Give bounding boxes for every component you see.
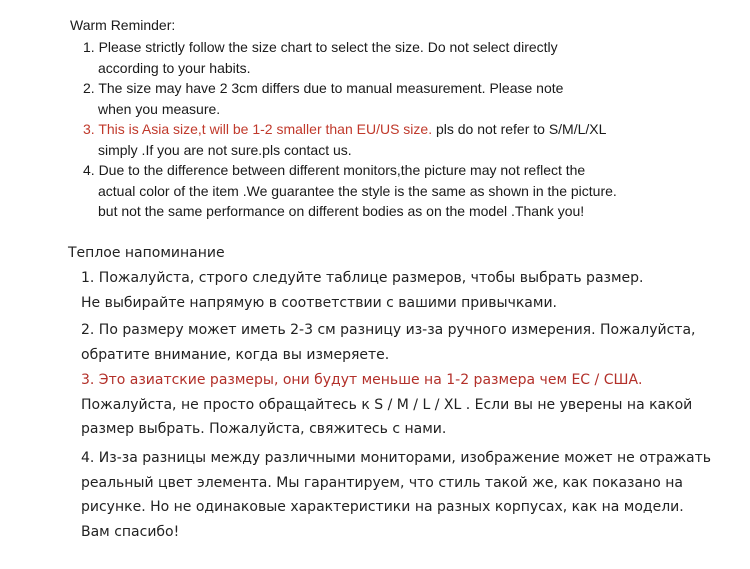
english-item-1-line-1: 1. Please strictly follow the size chart to select the size. Do not select directly	[83, 39, 558, 55]
english-item-1-line-2: according to your habits.	[98, 59, 251, 76]
english-item-2	[83, 78, 733, 119]
russian-item-4-line-3: рисунке. Но не одинаковые характеристики на разных корпусах, как на модели.	[81, 499, 684, 515]
english-item-4-line-2: actual color of the item .We guarantee the style is the same as shown in the picture.	[98, 182, 617, 199]
russian-item-4-line-1: 4. Из-за разницы между различными мониторами, изображение может не отражать	[81, 450, 712, 466]
russian-item-3-line-2: Пожалуйста, не просто обращайтесь к S / M / L / XL . Если вы не уверены на какой	[81, 396, 693, 413]
russian-reminder-title: Теплое напоминание	[68, 245, 225, 261]
russian-item-1-line-2: Не выбирайте напрямую в соответствии с вашими привычками.	[81, 294, 557, 311]
russian-item-2-line-1: 2. По размеру может иметь 2-3 см разницу из-за ручного измерения. Пожалуйста,	[81, 322, 696, 338]
russian-item-3	[81, 368, 741, 442]
english-item-3-warning: 3. This is Asia size,t will be 1-2 smaller than EU/US size.	[83, 121, 433, 137]
english-item-3-rest: pls do not refer to S/M/L/XL	[432, 121, 607, 137]
russian-item-3-line-3: размер выбрать. Пожалуйста, свяжитесь с нами.	[81, 421, 447, 437]
russian-item-3-warning: 3. Это азиатские размеры, они будут меньше на 1-2 размера чем ЕС / США.	[81, 372, 643, 388]
russian-item-1	[81, 266, 741, 315]
russian-item-4-line-4: Вам спасибо!	[81, 523, 180, 540]
english-item-2-line-2: when you measure.	[98, 100, 221, 117]
russian-item-2-line-2: обратите внимание, когда вы измеряете.	[81, 346, 390, 363]
english-item-3-line-2: simply .If you are not sure.pls contact us.	[98, 141, 352, 158]
english-item-1	[83, 37, 733, 78]
english-item-4	[83, 160, 733, 222]
russian-item-2	[81, 318, 741, 367]
english-reminder-title: Warm Reminder:	[70, 17, 176, 33]
english-item-2-line-1: 2. The size may have 2 3cm differs due to manual measurement. Please note	[83, 80, 564, 96]
russian-item-1-line-1: 1. Пожалуйста, строго следуйте таблице размеров, чтобы выбрать размер.	[81, 270, 644, 286]
english-item-4-line-3: but not the same performance on different bodies as on the model .Thank you!	[98, 203, 585, 219]
russian-item-4-line-2: реальный цвет элемента. Мы гарантируем, что стиль такой же, как показано на	[81, 474, 683, 491]
english-item-3-line-1	[83, 119, 733, 140]
english-item-3	[83, 119, 733, 160]
english-item-4-line-1: 4. Due to the difference between different monitors,the picture may not reflect the	[83, 162, 586, 178]
russian-item-4	[81, 446, 741, 544]
